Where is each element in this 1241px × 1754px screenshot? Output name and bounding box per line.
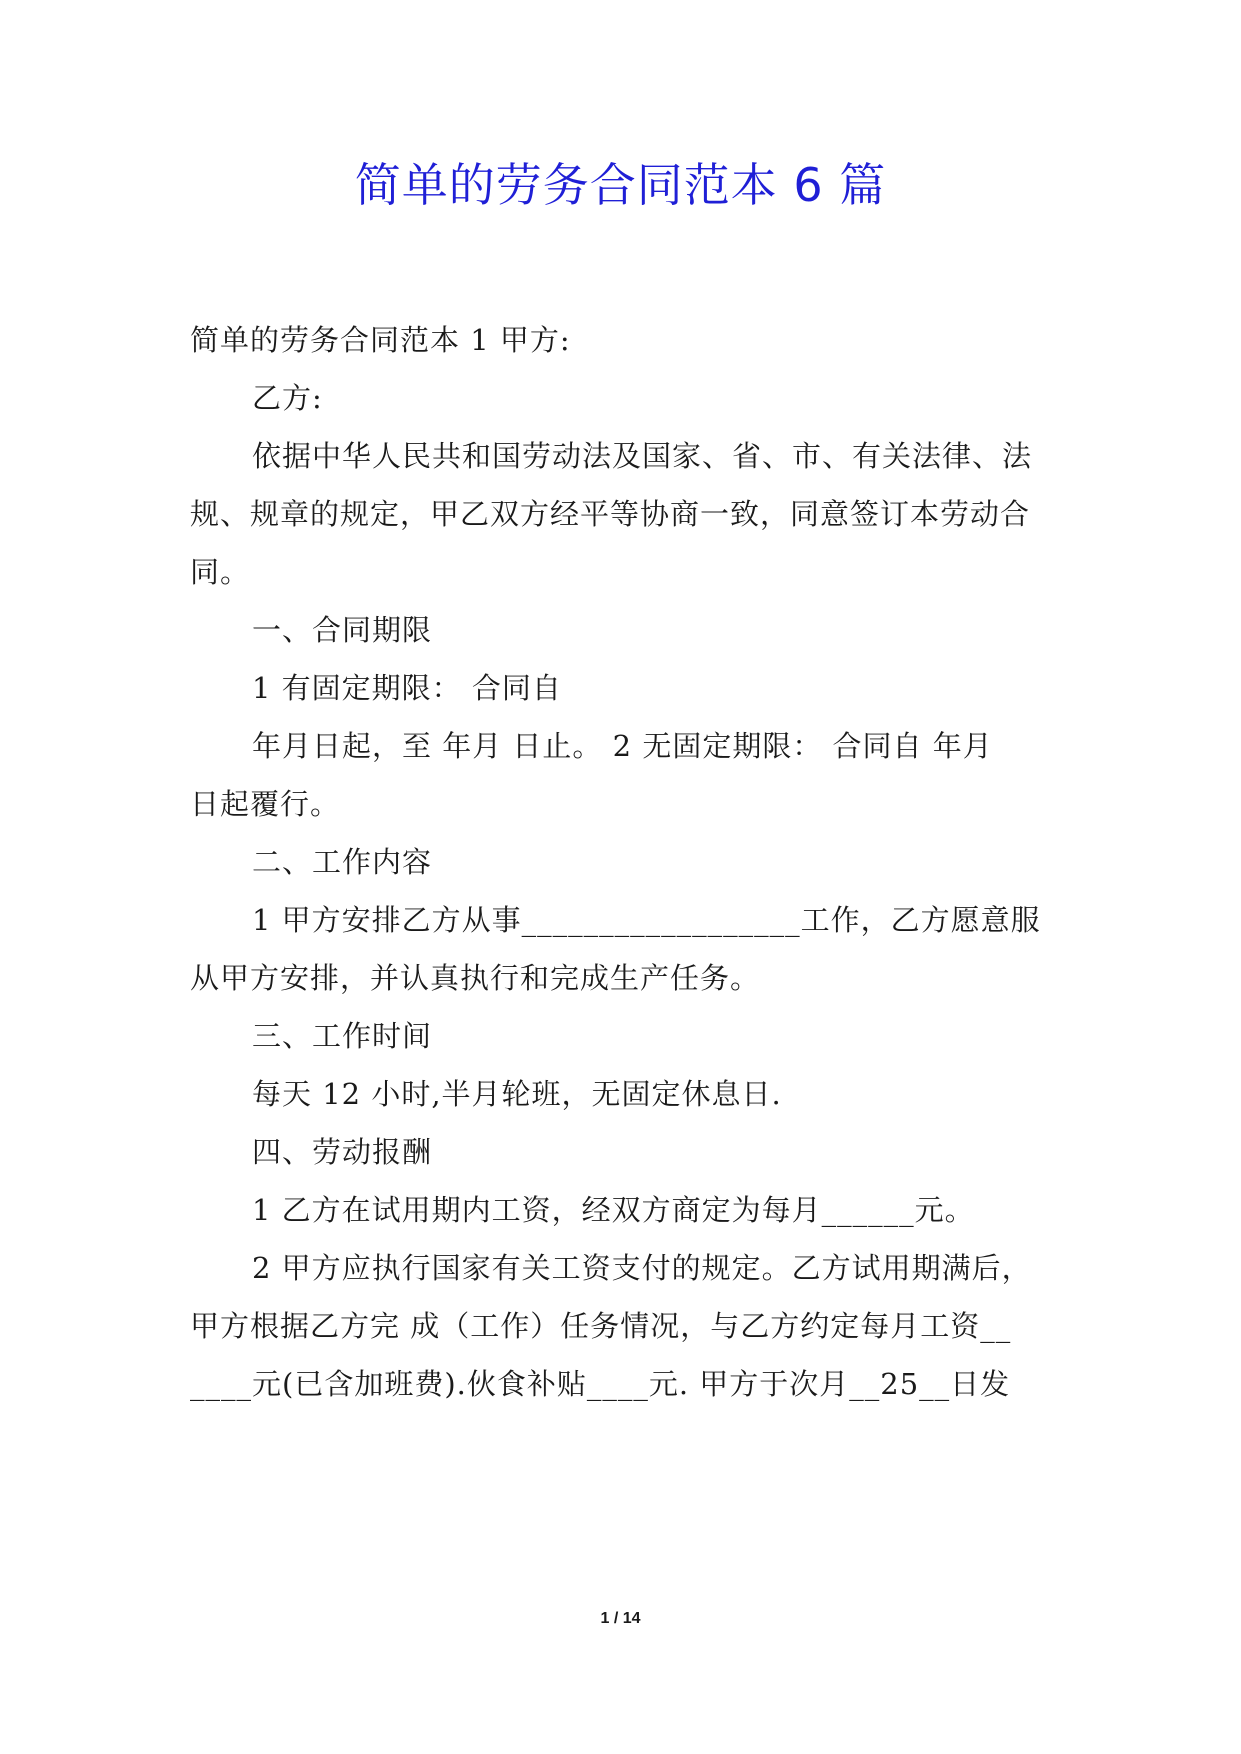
heading-work-content: 二、工作内容: [252, 845, 433, 879]
line-salary-rule-2: 甲方根据乙方完 成（工作）任务情况，与乙方约定每月工资__: [190, 1309, 1012, 1343]
line-basis-3: 同。: [190, 555, 251, 589]
line-fixed-term: 1 有固定期限： 合同自: [252, 671, 562, 705]
line-work-assignment-2: 从甲方安排，并认真执行和完成生产任务。: [190, 961, 761, 995]
line-term-dates: 年月日起，至 年月 日止。 2 无固定期限： 合同自 年月: [252, 729, 993, 763]
line-section-heading-party-a: 简单的劳务合同范本 1 甲方:: [190, 323, 571, 357]
line-basis-1: 依据中华人民共和国劳动法及国家、省、市、有关法律、法: [252, 439, 1033, 473]
line-salary-rule-1: 2 甲方应执行国家有关工资支付的规定。乙方试用期满后，: [252, 1251, 1032, 1285]
line-work-hours: 每天 12 小时,半月轮班，无固定休息日.: [252, 1077, 782, 1111]
heading-contract-term: 一、合同期限: [252, 613, 433, 647]
line-basis-2: 规、规章的规定，甲乙双方经平等协商一致，同意签订本劳动合: [190, 497, 1031, 531]
line-term-performance: 日起覆行。: [190, 787, 341, 821]
line-salary-rule-3: ____元(已含加班费).伙食补贴____元. 甲方于次月__25__日发: [190, 1367, 1011, 1401]
heading-work-hours: 三、工作时间: [252, 1019, 433, 1053]
line-probation-salary: 1 乙方在试用期内工资，经双方商定为每月______元。: [252, 1193, 975, 1227]
document-title: 简单的劳务合同范本 6 篇: [354, 158, 887, 212]
line-work-assignment-1: 1 甲方安排乙方从事__________________工作，乙方愿意服: [252, 903, 1041, 937]
page-number: 1 / 14: [600, 1610, 641, 1627]
heading-remuneration: 四、劳动报酬: [252, 1135, 433, 1169]
line-party-b: 乙方:: [252, 381, 323, 415]
